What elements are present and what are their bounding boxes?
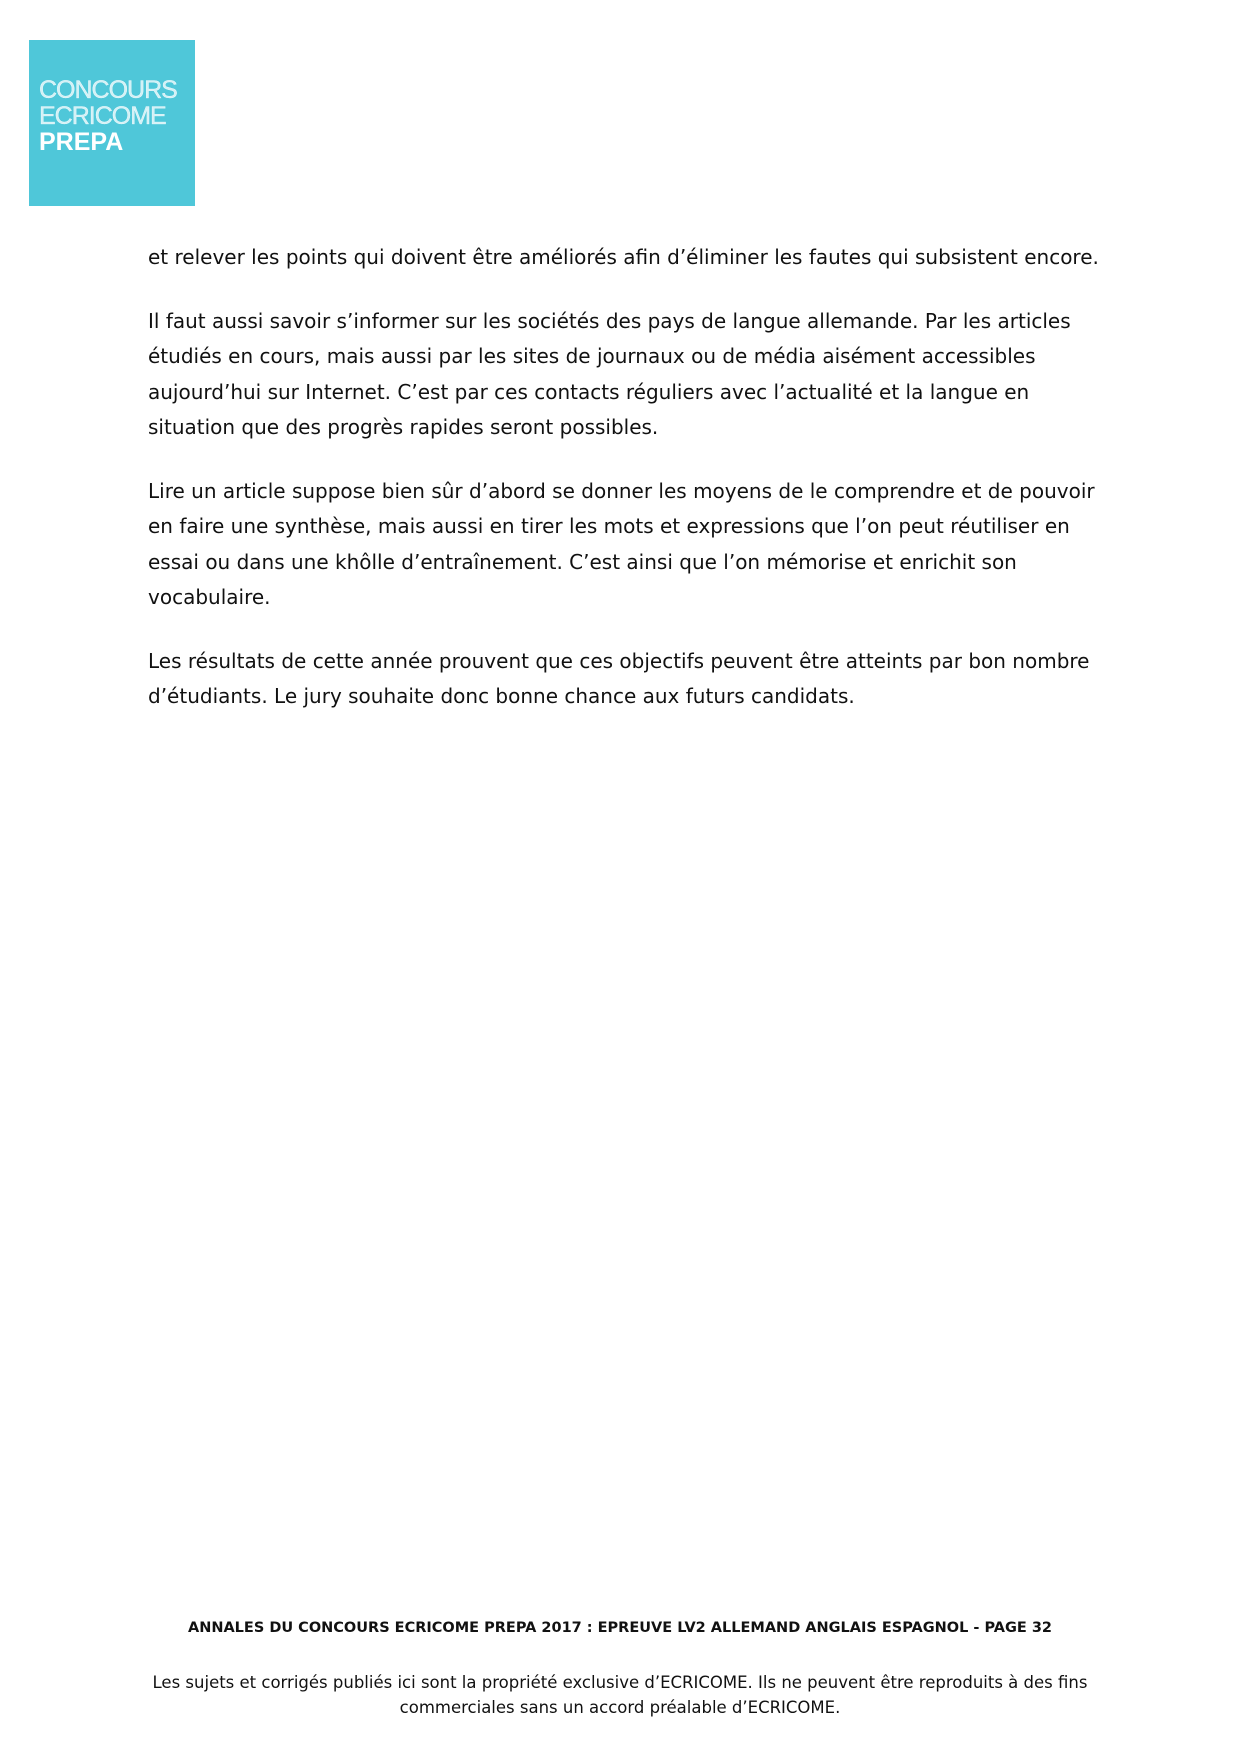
logo-line-prepa: PREPA <box>39 128 124 156</box>
footer-copyright-notice: Les sujets et corrigés publiés ici sont la propriété exclusive d’ECRICOME. Ils ne peuvent être reproduits à des fins commerciales sans un accord préalable d’ECRICOME. <box>152 1673 1088 1717</box>
logo-line-ecricome: ECRICOME <box>39 102 166 130</box>
paragraph-2: Il faut aussi savoir s’informer sur les sociétés des pays de langue allemande. Par les articles étudiés en cours, mais aussi par les sites de journaux ou de média aisément accessibles aujourd’hui sur Internet. C’est par ces contacts réguliers avec l’actualité et la langue en situation que des progrès rapides seront possibles. <box>148 308 1071 439</box>
paragraph-1: et relever les points qui doivent être améliorés afin d’éliminer les fautes qui subsistent encore. <box>148 245 1099 269</box>
footer-title: ANNALES DU CONCOURS ECRICOME PREPA 2017 : EPREUVE LV2 ALLEMAND ANGLAIS ESPAGNOL - PAGE 32 <box>187 1620 1053 1636</box>
paragraph-3: Lire un article suppose bien sûr d’abord se donner les moyens de le comprendre et de pouvoir en faire une synthèse, mais aussi en tirer les mots et expressions que l’on peut réutiliser en essai ou dans une khôlle d’entraînement. C’est ainsi que l’on mémorise et enrichit son vocabulaire. <box>148 478 1095 609</box>
body-text <box>148 240 1108 743</box>
ecricome-logo <box>29 40 195 206</box>
paragraph-4: Les résultats de cette année prouvent que ces objectifs peuvent être atteints par bon nombre d’étudiants. Le jury souhaite donc bonne chance aux futurs candidats. <box>148 648 1090 708</box>
logo-line-concours: CONCOURS <box>39 76 177 104</box>
